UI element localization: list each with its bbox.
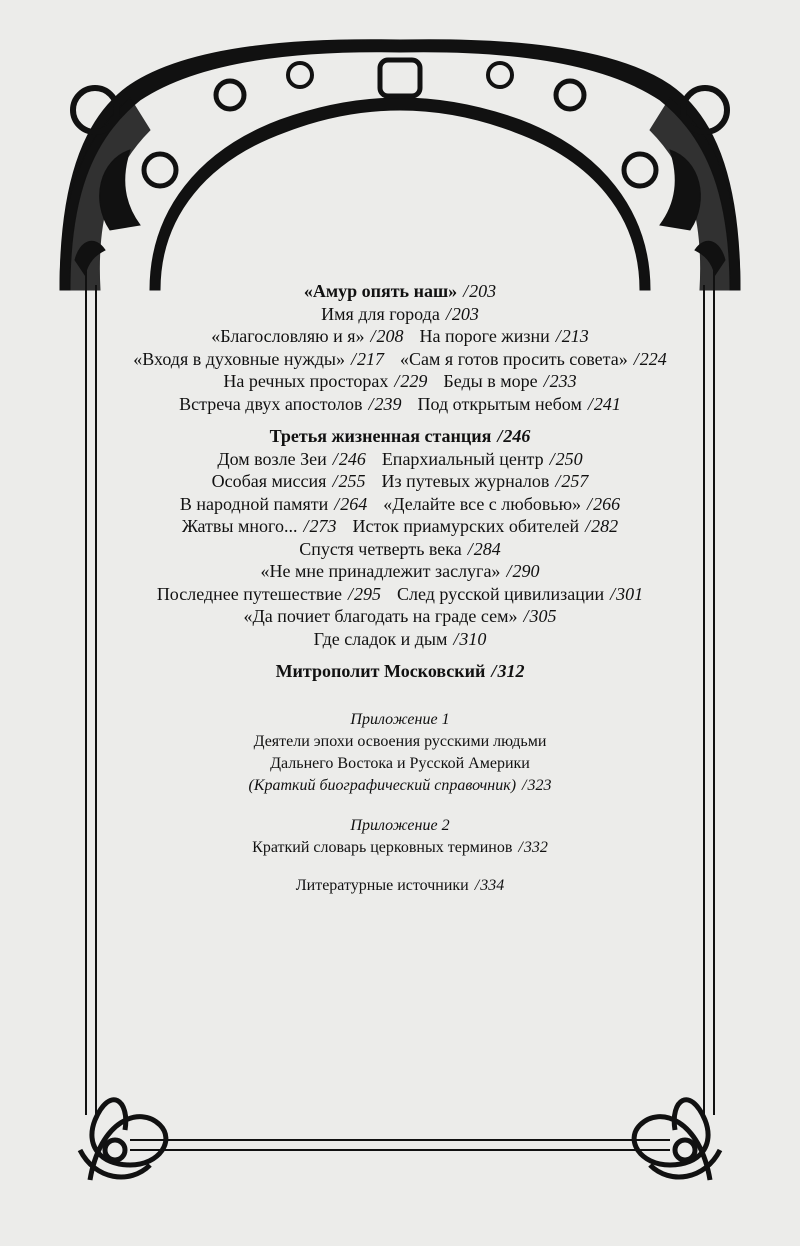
appendices xyxy=(100,709,700,895)
toc-entry-page: / 257 xyxy=(555,471,588,491)
toc-entry xyxy=(382,449,583,469)
toc-entry xyxy=(352,516,618,536)
toc-entry xyxy=(217,449,365,469)
appendix-label: Приложение 2 xyxy=(350,816,450,834)
toc-entry-title: «Делайте все с любовью» xyxy=(383,493,582,514)
toc-entry-title: След русской цивилизации xyxy=(397,583,605,604)
appendix-title: Краткий словарь церковных терминов xyxy=(252,838,513,856)
toc-entry-title: На речных просторах xyxy=(223,371,389,391)
toc-entry-page: / 246 xyxy=(333,449,366,469)
toc-entry-title: Имя для города xyxy=(321,303,440,324)
toc-block-2 xyxy=(100,448,700,651)
toc-section-heading xyxy=(100,660,700,683)
toc-entry-page: / 310 xyxy=(453,629,486,649)
toc-entry xyxy=(321,304,479,324)
toc-entry-page: / 301 xyxy=(610,584,643,604)
toc-entry-page: / 264 xyxy=(334,494,367,514)
section-title: Митрополит Московский xyxy=(275,661,486,681)
toc-entry xyxy=(180,494,367,514)
section-page: / 312 xyxy=(491,661,524,681)
toc-entry xyxy=(314,629,487,649)
toc-line xyxy=(100,393,700,416)
toc-entry-page: / 208 xyxy=(371,326,404,346)
appendix-label: Приложение 1 xyxy=(350,710,450,728)
toc-entry-page: / 229 xyxy=(394,371,427,391)
toc-entry-page: / 290 xyxy=(506,561,539,581)
section-title: Третья жизненная станция xyxy=(269,426,492,446)
toc-line xyxy=(100,628,700,651)
appendix-2 xyxy=(100,815,700,859)
toc-entry-page: / 241 xyxy=(588,394,621,414)
toc-entry-page: / 305 xyxy=(524,606,557,626)
toc-entry-page: / 295 xyxy=(348,584,381,604)
toc-entry-title: «Благословляю и я» xyxy=(211,326,365,346)
toc-line xyxy=(100,515,700,538)
toc-entry-title: Особая миссия xyxy=(211,471,327,491)
toc-entry xyxy=(304,281,496,301)
toc-entry-page: / 203 xyxy=(463,281,496,301)
toc-entry xyxy=(381,471,588,491)
toc-entry-title: На пороге жизни xyxy=(419,326,550,346)
toc-entry-page: / 282 xyxy=(585,516,618,536)
appendix-page: / 332 xyxy=(518,839,547,856)
sources-entry xyxy=(100,877,700,895)
toc-entry-page: / 284 xyxy=(468,539,501,559)
toc-line xyxy=(100,583,700,606)
toc-entry-title: Спустя четверть века xyxy=(299,538,462,559)
appendix-1 xyxy=(100,709,700,797)
toc-entry xyxy=(383,494,620,514)
toc-entry xyxy=(443,371,576,391)
toc-entry xyxy=(261,561,540,581)
toc-line xyxy=(100,538,700,561)
toc-entry-title: Дом возле Зеи xyxy=(217,448,327,469)
toc-entry-title: Из путевых журналов xyxy=(381,471,550,491)
appendix-title-line: Дальнего Востока и Русской Америки xyxy=(270,754,530,772)
sources-title: Литературные источники xyxy=(295,876,469,894)
toc-line xyxy=(100,303,700,326)
sources-page: / 334 xyxy=(475,877,504,894)
toc-line xyxy=(100,280,700,303)
toc-entry-title: Где сладок и дым xyxy=(313,628,448,649)
toc-entry-page: / 273 xyxy=(303,516,336,536)
toc-entry-page: / 213 xyxy=(556,326,589,346)
toc-entry-title: Жатвы много... xyxy=(181,516,298,536)
toc-entry xyxy=(400,349,667,369)
toc-line xyxy=(100,605,700,628)
toc-entry-page: / 266 xyxy=(587,494,620,514)
toc-entry xyxy=(243,606,556,626)
toc-entry xyxy=(299,539,501,559)
toc-entry-page: / 239 xyxy=(369,394,402,414)
appendix-page: / 323 xyxy=(522,777,551,794)
toc-line xyxy=(100,560,700,583)
toc-entry xyxy=(157,584,381,604)
toc-entry xyxy=(397,584,643,604)
toc-entry xyxy=(418,394,621,414)
toc-entry-title: Последнее путешествие xyxy=(156,583,343,604)
toc-entry-title: Беды в море xyxy=(443,371,538,391)
toc-entry-page: / 217 xyxy=(351,349,384,369)
appendix-title-line: Деятели эпохи освоения русскими людьми xyxy=(253,732,547,750)
toc-entry-title: «Входя в духовные нужды» xyxy=(133,348,346,369)
toc-entry-title: «Сам я готов просить совета» xyxy=(400,348,628,369)
toc-entry-title: «Не мне принадлежит заслуга» xyxy=(260,561,501,581)
toc-line xyxy=(100,448,700,471)
table-of-contents xyxy=(100,280,700,895)
toc-entry-title: «Амур опять наш» xyxy=(303,281,458,301)
toc-section-heading xyxy=(100,425,700,448)
section-page: / 246 xyxy=(497,426,530,446)
toc-entry-title: Исток приамурских обителей xyxy=(352,516,580,536)
toc-entry xyxy=(133,349,384,369)
toc-entry-page: / 233 xyxy=(544,371,577,391)
toc-entry-title: Под открытым небом xyxy=(417,393,582,414)
toc-entry-title: Епархиальный центр xyxy=(381,448,544,469)
appendix-subtitle: (Краткий биографический справочник) xyxy=(248,776,517,794)
toc-entry-page: / 255 xyxy=(332,471,365,491)
toc-line xyxy=(100,370,700,393)
toc-entry xyxy=(211,326,403,346)
toc-entry xyxy=(182,516,337,536)
toc-entry-page: / 250 xyxy=(550,449,583,469)
toc-entry xyxy=(179,394,401,414)
toc-line xyxy=(100,493,700,516)
toc-entry-title: «Да почиет благодать на граде сем» xyxy=(243,606,518,626)
toc-line xyxy=(100,348,700,371)
arch-ornament xyxy=(60,40,740,290)
toc-entry-page: / 203 xyxy=(446,304,479,324)
toc-line xyxy=(100,470,700,493)
toc-block-1 xyxy=(100,280,700,415)
toc-entry xyxy=(223,371,427,391)
toc-line xyxy=(100,325,700,348)
toc-entry xyxy=(420,326,589,346)
toc-entry-page: / 224 xyxy=(634,349,667,369)
toc-entry xyxy=(212,471,366,491)
toc-entry-title: В народной памяти xyxy=(179,493,329,514)
toc-entry-title: Встреча двух апостолов xyxy=(179,393,363,414)
